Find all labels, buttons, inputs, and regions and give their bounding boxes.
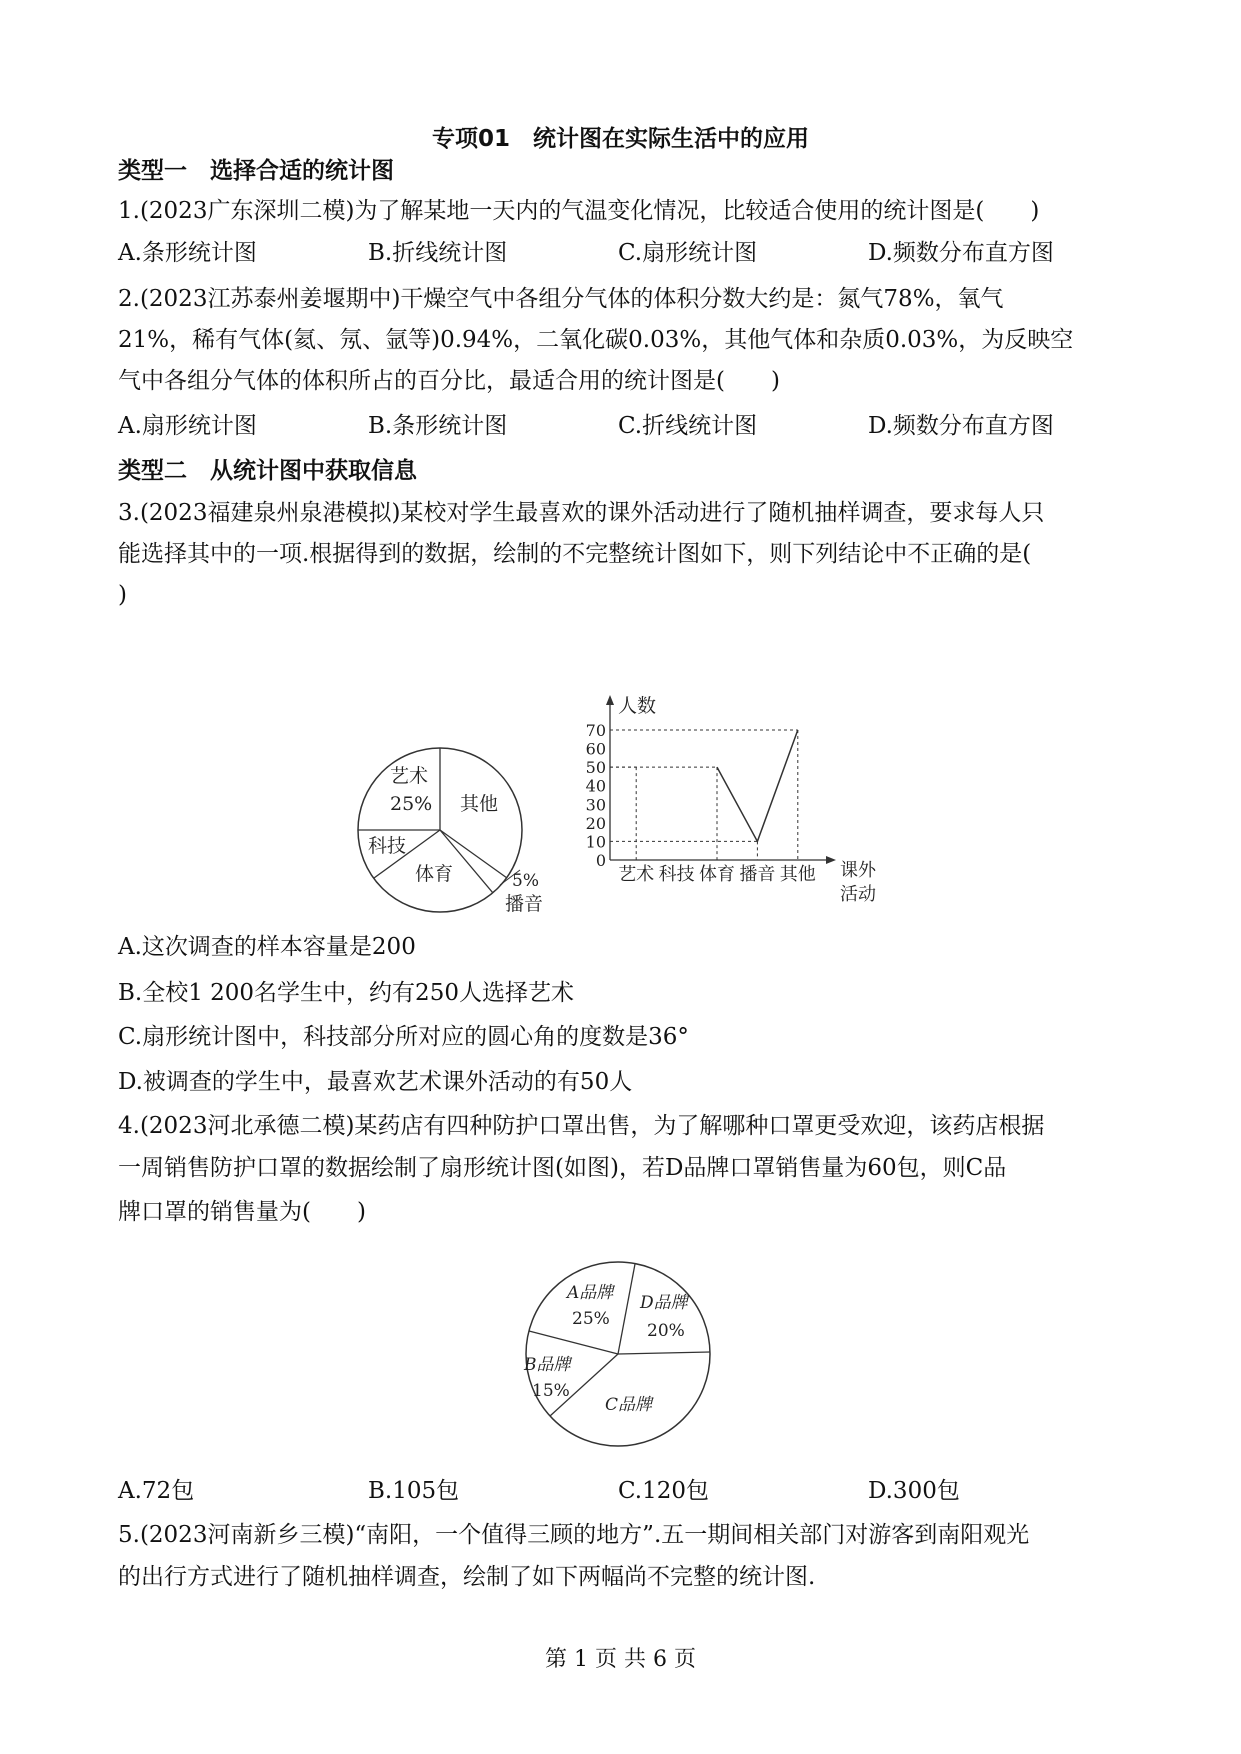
question-4-line-1: 4.(2023河北承德二模)某药店有四种防护口罩出售，为了解哪种口罩更受欢迎，该药店根据 (118, 1113, 1045, 1139)
y-tick-label: 20 (585, 813, 606, 833)
x-tick-label: 艺术 (618, 864, 655, 885)
question-5-line-1: 5.(2023河南新乡三模)“南阳，一个值得三顾的地方”.五一期间相关部门对游客到南阳观光 (118, 1522, 1030, 1548)
q4-option-b: B.105包 (368, 1478, 460, 1504)
q1-option-d: D.频数分布直方图 (868, 240, 1054, 266)
page-title: 专项01 统计图在实际生活中的应用 (431, 126, 809, 152)
q2-option-c: C.折线统计图 (618, 413, 758, 439)
y-tick-label: 40 (585, 776, 606, 796)
question-3-line-2: 能选择其中的一项.根据得到的数据，绘制的不完整统计图如下，则下列结论中不正确的是( (118, 541, 1032, 567)
slice-pct-b: 15% (532, 1381, 570, 1401)
q2-option-b: B.条形统计图 (368, 413, 508, 439)
y-axis-label: 人数 (618, 695, 657, 717)
q3-line-chart (578, 690, 898, 930)
q2-option-a: A.扇形统计图 (118, 413, 257, 439)
q4-option-a: A.72包 (118, 1478, 195, 1504)
question-2-line-1: 2.(2023江苏泰州姜堰期中)干燥空气中各组分气体的体积分数大约是：氮气78%，氧气 (118, 286, 1004, 312)
q3-option-b: B.全校1 200名学生中，约有250人选择艺术 (118, 980, 574, 1006)
slice-pct-d: 20% (647, 1321, 685, 1341)
slice-label-art: 艺术 (390, 765, 429, 787)
page-footer: 第 1 页 共 6 页 (545, 1647, 696, 1672)
q1-option-b: B.折线统计图 (368, 240, 508, 266)
q4-option-c: C.120包 (618, 1478, 709, 1504)
x-tick-label: 其他 (779, 864, 816, 885)
slice-label-tech: 科技 (368, 835, 407, 857)
question-3-line-3: ) (118, 582, 127, 608)
slice-label-broadcast: 播音 (505, 893, 544, 915)
y-tick-label: 10 (585, 832, 606, 852)
x-axis-label-line-2: 活动 (840, 884, 876, 905)
q3-option-d: D.被调查的学生中，最喜欢艺术课外活动的有50人 (118, 1069, 633, 1095)
slice-pct-art: 25% (390, 793, 433, 815)
slice-label-c: C品牌 (605, 1395, 653, 1415)
slice-pct-broadcast: 5% (512, 871, 539, 891)
x-axis-arrow (826, 856, 836, 864)
question-4-line-2: 一周销售防护口罩的数据绘制了扇形统计图(如图)，若D品牌口罩销售量为60包，则C品 (118, 1155, 1007, 1181)
y-tick-label: 60 (585, 739, 606, 759)
y-tick-label: 70 (585, 721, 606, 740)
slice-label-b: B品牌 (524, 1355, 571, 1375)
question-4-line-3: 牌口罩的销售量为( ) (118, 1199, 366, 1225)
slice-divider (529, 1331, 618, 1354)
section-heading-1: 类型一 选择合适的统计图 (118, 158, 394, 184)
slice-label-d: D品牌 (640, 1293, 688, 1313)
y-axis-arrow (606, 695, 614, 705)
slice-divider (618, 1352, 710, 1354)
q1-option-a: A.条形统计图 (118, 240, 257, 266)
slice-label-other: 其他 (460, 793, 499, 815)
x-tick-label: 播音 (739, 864, 776, 885)
slice-label-sports: 体育 (415, 863, 454, 885)
y-tick-label: 30 (585, 795, 606, 815)
q4-pie-chart (520, 1256, 720, 1456)
slice-divider (618, 1264, 635, 1354)
q1-option-c: C.扇形统计图 (618, 240, 758, 266)
y-tick-label: 0 (595, 851, 606, 870)
question-2-line-3: 气中各组分气体的体积所占的百分比，最适合用的统计图是( ) (118, 368, 780, 394)
q3-option-a: A.这次调查的样本容量是200 (118, 934, 416, 960)
series-line (717, 730, 798, 841)
question-5-line-2: 的出行方式进行了随机抽样调查，绘制了如下两幅尚不完整的统计图. (118, 1564, 816, 1590)
section-heading-2: 类型二 从统计图中获取信息 (118, 458, 417, 484)
question-1-text: 1.(2023广东深圳二模)为了解某地一天内的气温变化情况，比较适合使用的统计图是( ) (118, 198, 1040, 224)
slice-label-a: A品牌 (567, 1283, 614, 1303)
q3-option-c: C.扇形统计图中，科技部分所对应的圆心角的度数是36° (118, 1024, 689, 1050)
question-3-line-1: 3.(2023福建泉州泉港模拟)某校对学生最喜欢的课外活动进行了随机抽样调查，要求每人只 (118, 500, 1045, 526)
x-tick-label: 科技 (658, 864, 695, 885)
x-axis-label-line-1: 课外 (840, 860, 876, 881)
question-2-line-2: 21%，稀有气体(氦、氖、氩等)0.94%，二氧化碳0.03%，其他气体和杂质0.03%，为反映空 (118, 327, 1074, 353)
slice-pct-a: 25% (572, 1309, 610, 1329)
q2-option-d: D.频数分布直方图 (868, 413, 1054, 439)
x-tick-label: 体育 (699, 864, 735, 885)
q4-option-d: D.300包 (868, 1478, 960, 1504)
y-tick-label: 50 (585, 758, 606, 778)
q3-pie-chart (350, 740, 570, 925)
